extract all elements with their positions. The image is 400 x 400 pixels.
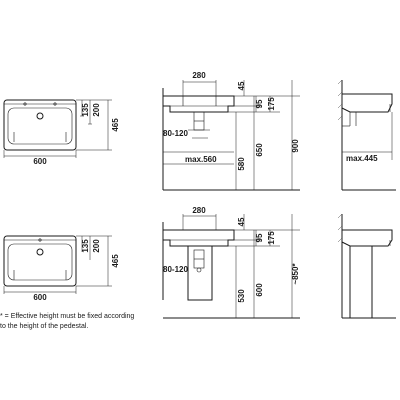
h900-label: 900 xyxy=(291,139,300,153)
depth-465-label: 465 xyxy=(111,118,120,132)
h600-label: 600 xyxy=(255,283,264,297)
pedestal xyxy=(350,246,372,318)
bottom-side-view xyxy=(338,214,396,318)
trap-label: 80-120 xyxy=(163,265,188,274)
h45-label: 45 xyxy=(237,217,246,227)
h580-label: 580 xyxy=(237,157,246,171)
basin-outline xyxy=(4,100,76,150)
drain-icon xyxy=(37,113,43,119)
basin-side xyxy=(342,230,392,246)
h45-label: 45 xyxy=(237,81,246,91)
max-depth-label: max.445 xyxy=(346,154,378,163)
depth-135-label: 135 xyxy=(81,239,90,253)
top-front-view xyxy=(163,71,300,190)
basin-front xyxy=(163,230,234,246)
width-label: 600 xyxy=(33,293,47,302)
max-width-label: max.560 xyxy=(185,155,217,164)
basin-side xyxy=(342,94,392,112)
h530-label: 530 xyxy=(237,289,246,303)
bottom-plan-view xyxy=(4,236,120,302)
trap-label: 80-120 xyxy=(163,129,188,138)
top-side-view xyxy=(338,80,396,190)
h175-label: 175 xyxy=(267,231,276,245)
trap-outlet-icon xyxy=(197,268,201,272)
h850-label: ~850* xyxy=(291,263,300,285)
width-label: 600 xyxy=(33,157,47,166)
depth-200-label: 200 xyxy=(92,103,101,117)
footnote-line-1: * = Effective height must be fixed according xyxy=(0,313,135,320)
basin-outline xyxy=(4,236,76,286)
footnote-line-2: to the height of the pedestal. xyxy=(0,323,89,330)
h650-label: 650 xyxy=(255,143,264,157)
pedestal xyxy=(188,246,212,300)
h175-label: 175 xyxy=(267,97,276,111)
h95-label: 95 xyxy=(255,99,264,109)
tap-spacing-label: 280 xyxy=(192,71,206,80)
top-plan-view xyxy=(4,100,120,166)
tap-spacing-label: 280 xyxy=(192,206,206,215)
basin-front xyxy=(163,96,234,112)
drain-icon xyxy=(37,249,43,255)
depth-135-label: 135 xyxy=(81,103,90,117)
depth-465-label: 465 xyxy=(111,254,120,268)
bottom-front-view xyxy=(163,206,300,318)
h95-label: 95 xyxy=(255,233,264,243)
depth-200-label: 200 xyxy=(92,239,101,253)
footnote xyxy=(0,313,134,330)
